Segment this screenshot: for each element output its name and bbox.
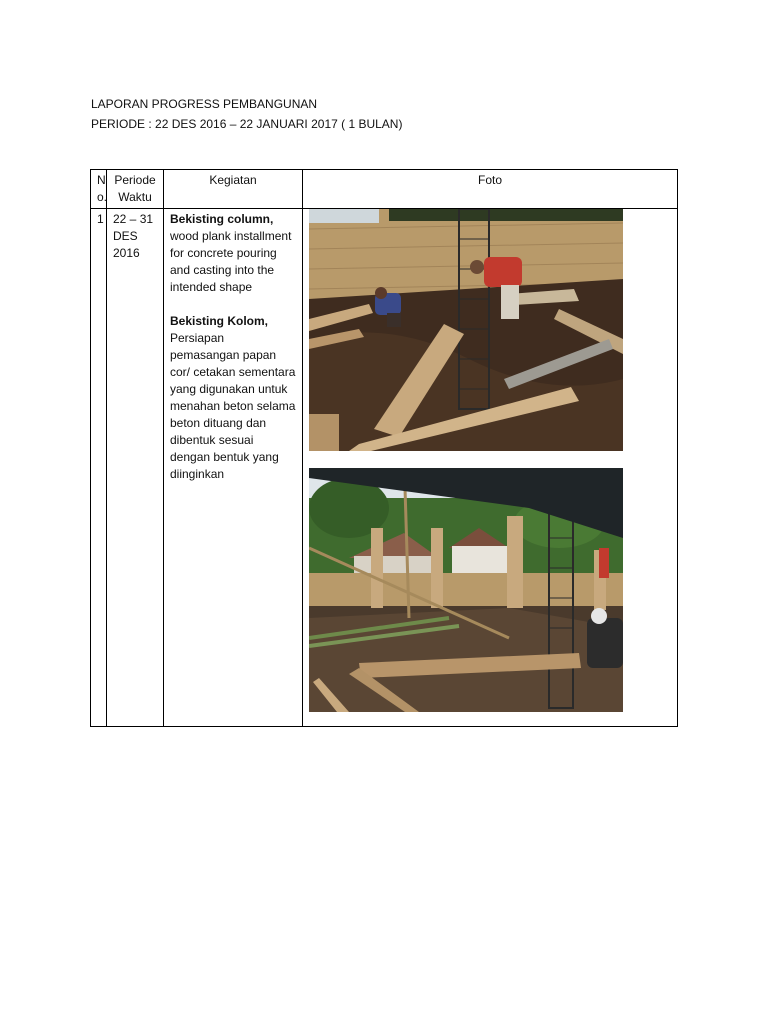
- cell-periode: 22 – 31 DES 2016: [107, 209, 164, 727]
- kegiatan-english-text: wood plank installment for concrete pouring and casting into the intended shape: [170, 229, 292, 294]
- construction-photo-1: [309, 209, 623, 451]
- header-kegiatan: Kegiatan: [164, 170, 303, 209]
- formwork-site-image: [309, 209, 623, 451]
- report-title: LAPORAN PROGRESS PEMBANGUNAN: [91, 97, 318, 111]
- cell-foto: [303, 209, 678, 727]
- header-foto: Foto: [303, 170, 678, 209]
- table-row: [91, 209, 678, 727]
- construction-photo-2: [309, 468, 623, 712]
- kegiatan-indonesian-text: Persiapan pemasangan papan cor/ cetakan sementara yang digunakan untuk menahan beton selama beton dituang dan dibentuk sesuai dengan bentuk yang diinginkan: [170, 331, 296, 481]
- kegiatan-english: [170, 211, 296, 296]
- column-forms-site-image: [309, 468, 623, 712]
- cell-kegiatan: [164, 209, 303, 727]
- kegiatan-indonesian: [170, 313, 296, 483]
- kegiatan-english-title: Bekisting column,: [170, 212, 274, 226]
- table-header-row: [91, 170, 678, 209]
- progress-table: [90, 169, 678, 727]
- kegiatan-indonesian-title: Bekisting Kolom,: [170, 314, 269, 328]
- report-heading: [91, 94, 402, 134]
- cell-no: 1: [91, 209, 107, 727]
- header-periode: Periode Waktu: [107, 170, 164, 209]
- report-period: PERIODE : 22 DES 2016 – 22 JANUARI 2017 ( 1 BULAN): [91, 117, 403, 131]
- header-no: N o.: [91, 170, 107, 209]
